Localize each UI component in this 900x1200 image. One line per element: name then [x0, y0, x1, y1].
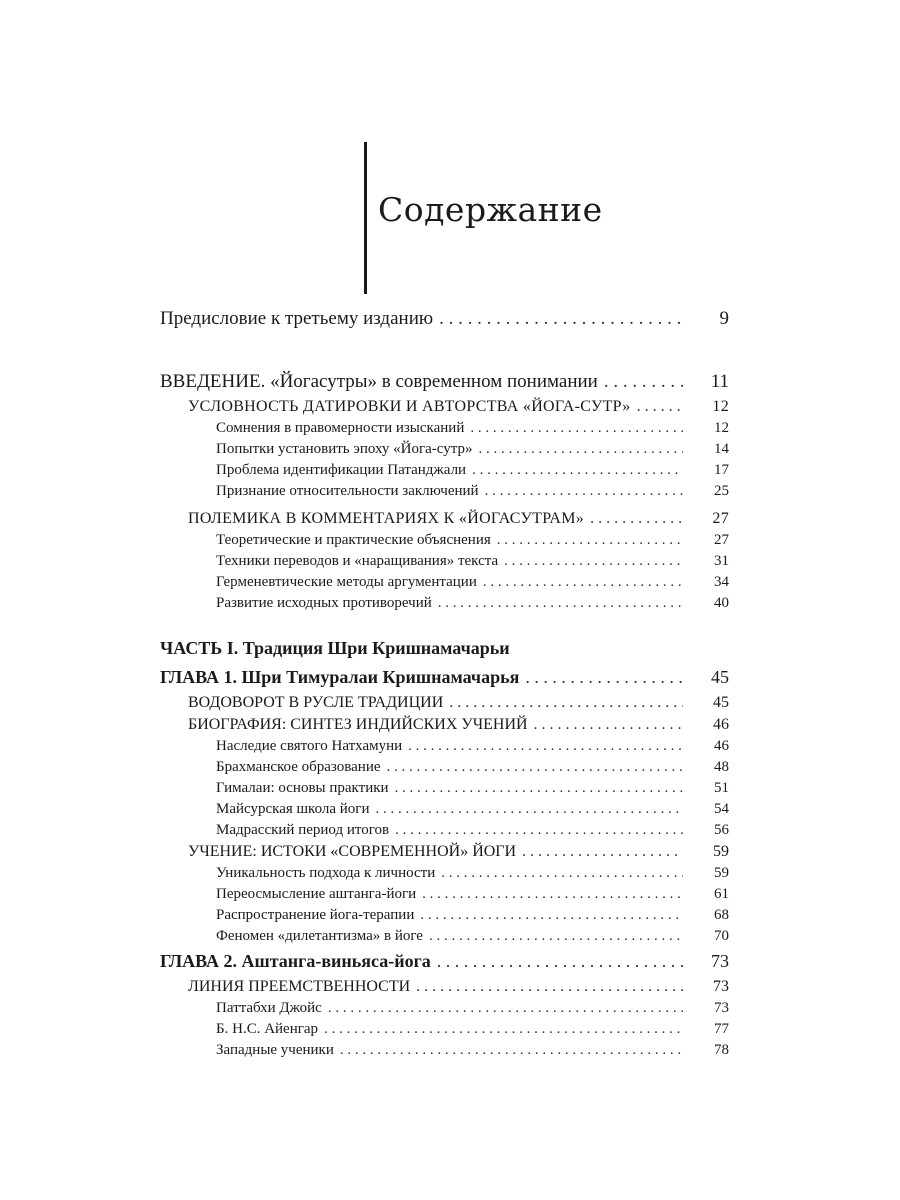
- toc-page-number: 45: [711, 667, 729, 687]
- toc-entry-label: ЧАСТЬ I. Традиция Шри Кришнамачарьи: [160, 638, 510, 658]
- dot-leader: [485, 481, 683, 502]
- toc-page-number: 25: [714, 483, 729, 499]
- toc-entry-section[interactable]: [160, 692, 729, 714]
- toc-entry-label: Теоретические и практические объяснения: [216, 532, 491, 548]
- dot-leader: [438, 593, 683, 614]
- toc-page-number: 59: [714, 865, 729, 881]
- dot-leader: [395, 778, 683, 799]
- dot-leader: [422, 884, 683, 905]
- toc-page-number: 34: [714, 574, 729, 590]
- toc-page-number: 46: [714, 738, 729, 754]
- toc-entry-subsection[interactable]: [160, 1019, 729, 1040]
- toc-entry-label: ЛИНИЯ ПРЕЕМСТВЕННОСТИ: [188, 978, 411, 995]
- toc-entry-subsection[interactable]: [160, 460, 729, 481]
- dot-leader: [470, 418, 683, 439]
- toc-entry-subsection[interactable]: [160, 820, 729, 841]
- dot-leader: [376, 799, 684, 820]
- toc-page-number: 14: [714, 441, 729, 457]
- toc-entry-subsection[interactable]: [160, 998, 729, 1019]
- toc-entry-label: Предисловие к третьему изданию: [160, 308, 434, 329]
- toc-entry-label: ПОЛЕМИКА В КОММЕНТАРИЯХ К «ЙОГАСУТРАМ»: [188, 510, 585, 527]
- toc-entry-label: Мадрасский период итогов: [216, 822, 390, 838]
- dot-leader: [420, 905, 683, 926]
- toc-page-number: 9: [719, 308, 729, 329]
- toc-entry-subsection[interactable]: [160, 736, 729, 757]
- toc-page-number: 56: [714, 822, 729, 838]
- toc-entry-section[interactable]: [160, 508, 729, 530]
- toc-page-number: 73: [713, 978, 729, 995]
- toc-page-number: 40: [714, 595, 729, 611]
- toc-entry-subsection[interactable]: [160, 530, 729, 551]
- toc-entry-label: ГЛАВА 2. Аштанга-виньяса-йога: [160, 951, 431, 971]
- toc-entry-label: Феномен «дилетантизма» в йоге: [216, 928, 423, 944]
- toc-entry-label: Техники переводов и «наращивания» текста: [216, 553, 499, 569]
- toc-entry-chapter[interactable]: [160, 663, 729, 692]
- dot-leader: [534, 714, 683, 736]
- toc-entry-label: Переосмысление аштанга-йоги: [216, 886, 417, 902]
- toc-entry-label: ВОДОВОРОТ В РУСЛЕ ТРАДИЦИИ: [188, 694, 444, 711]
- toc-entry-chapter[interactable]: [160, 947, 729, 976]
- toc-entry-subsection[interactable]: [160, 905, 729, 926]
- dot-leader: [416, 976, 683, 998]
- toc-entry-label: Попытки установить эпоху «Йога-сутр»: [216, 441, 473, 457]
- toc-entry-subsection[interactable]: [160, 884, 729, 905]
- toc-entry-label: Наследие святого Натхамуни: [216, 738, 403, 754]
- toc-entry-label: Развитие исходных противоречий: [216, 595, 432, 611]
- toc-entry-subsection[interactable]: [160, 572, 729, 593]
- toc-entry-subsection[interactable]: [160, 551, 729, 572]
- toc-page-number: 77: [714, 1021, 729, 1037]
- dot-leader: [324, 1019, 683, 1040]
- toc-page-number: 73: [714, 1000, 729, 1016]
- toc-entry-subsection[interactable]: [160, 593, 729, 614]
- dot-leader: [504, 551, 683, 572]
- toc-entry-label: ГЛАВА 1. Шри Тимуралаи Кришнамачарья: [160, 667, 520, 687]
- toc-page-number: 73: [711, 951, 729, 971]
- toc-entry-label: Паттабхи Джойс: [216, 1000, 322, 1016]
- toc-entry-section[interactable]: [160, 841, 729, 863]
- dot-leader: [408, 736, 683, 757]
- toc-page-number: 46: [713, 716, 729, 733]
- toc-entry-label: Западные ученики: [216, 1042, 334, 1058]
- toc-page-number: 31: [714, 553, 729, 569]
- toc-entry-subsection[interactable]: [160, 778, 729, 799]
- dot-leader: [395, 820, 683, 841]
- toc-entry-introduction[interactable]: [160, 367, 729, 396]
- toc-entry-subsection[interactable]: [160, 863, 729, 884]
- table-of-contents: [160, 304, 729, 1061]
- toc-entry-subsection[interactable]: [160, 439, 729, 460]
- toc-page-number: 17: [714, 462, 729, 478]
- dot-leader: [479, 439, 683, 460]
- toc-entry-label: Сомнения в правомерности изысканий: [216, 420, 465, 436]
- dot-leader: [340, 1040, 683, 1061]
- toc-entry-section[interactable]: [160, 714, 729, 736]
- toc-page-number: 68: [714, 907, 729, 923]
- toc-entry-label: УЧЕНИЕ: ИСТОКИ «СОВРЕМЕННОЙ» ЙОГИ: [188, 843, 517, 860]
- dot-leader: [437, 947, 683, 976]
- dot-leader: [441, 863, 683, 884]
- toc-entry-label: УСЛОВНОСТЬ ДАТИРОВКИ И АВТОРСТВА «ЙОГА-СУТР»: [188, 398, 631, 415]
- dot-leader: [483, 572, 683, 593]
- toc-page-number: 48: [714, 759, 729, 775]
- toc-page-number: 70: [714, 928, 729, 944]
- dot-leader: [472, 460, 683, 481]
- dot-leader: [328, 998, 683, 1019]
- dot-leader: [429, 926, 683, 947]
- toc-entry-label: Уникальность подхода к личности: [216, 865, 436, 881]
- toc-entry-label: Герменевтические методы аргументации: [216, 574, 477, 590]
- toc-entry-preface[interactable]: [160, 304, 729, 333]
- dot-leader: [497, 530, 683, 551]
- toc-page-number: 61: [714, 886, 729, 902]
- dot-leader: [590, 508, 683, 530]
- toc-entry-label: ВВЕДЕНИЕ. «Йогасутры» в современном понимании: [160, 371, 598, 392]
- toc-entry-label: Б. Н.С. Айенгар: [216, 1021, 319, 1037]
- dot-leader: [522, 841, 683, 863]
- toc-entry-subsection[interactable]: [160, 418, 729, 439]
- toc-page-number: 59: [713, 843, 729, 860]
- toc-entry-label: Гималаи: основы практики: [216, 780, 389, 796]
- dot-leader: [604, 367, 683, 396]
- dot-leader: [525, 663, 683, 692]
- toc-entry-label: Проблема идентификации Патанджали: [216, 462, 467, 478]
- dot-leader: [387, 757, 683, 778]
- toc-entry-label: Брахманское образование: [216, 759, 381, 775]
- toc-page-number: 11: [710, 371, 729, 392]
- dot-leader: [637, 396, 683, 418]
- toc-entry-section[interactable]: [160, 976, 729, 998]
- toc-page-number: 78: [714, 1042, 729, 1058]
- dot-leader: [449, 692, 683, 714]
- toc-page-number: 27: [712, 510, 729, 527]
- title-rule: [364, 142, 367, 294]
- toc-entry-subsection[interactable]: [160, 926, 729, 947]
- toc-part-heading[interactable]: [160, 634, 729, 663]
- toc-page-number: 45: [713, 694, 729, 711]
- toc-entry-subsection[interactable]: [160, 1040, 729, 1061]
- toc-entry-subsection[interactable]: [160, 481, 729, 502]
- toc-page-number: 12: [712, 398, 729, 415]
- toc-page-number: 51: [714, 780, 729, 796]
- toc-entry-label: Признание относительности заключений: [216, 483, 479, 499]
- dot-leader: [439, 304, 683, 333]
- page-title: Содержание: [378, 190, 603, 229]
- toc-entry-subsection[interactable]: [160, 757, 729, 778]
- toc-page-number: 27: [714, 532, 729, 548]
- toc-entry-label: Майсурская школа йоги: [216, 801, 370, 817]
- toc-entry-subsection[interactable]: [160, 799, 729, 820]
- toc-entry-label: БИОГРАФИЯ: СИНТЕЗ ИНДИЙСКИХ УЧЕНИЙ: [188, 716, 528, 733]
- toc-page-number: 12: [714, 420, 729, 436]
- toc-entry-section[interactable]: [160, 396, 729, 418]
- toc-page-number: 54: [714, 801, 729, 817]
- toc-entry-label: Распространение йога-терапии: [216, 907, 415, 923]
